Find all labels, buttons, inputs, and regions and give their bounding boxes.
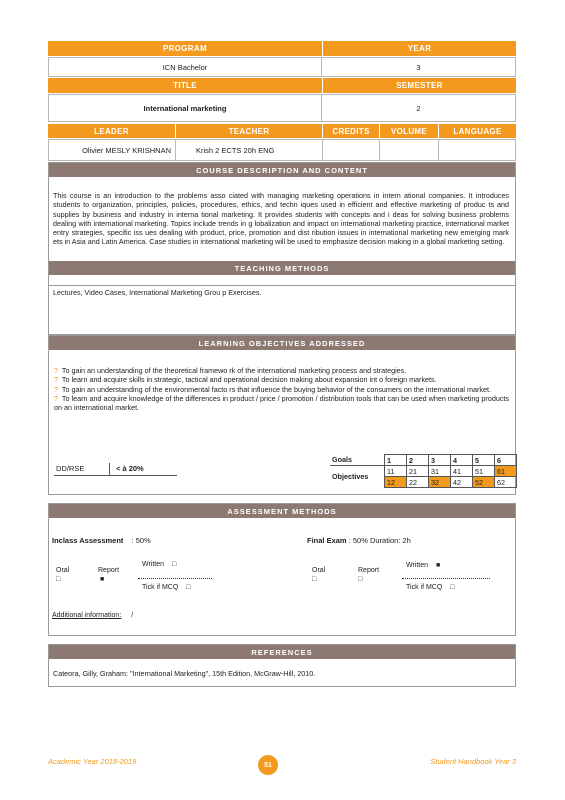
final-label: Final Exam bbox=[307, 536, 347, 545]
question-icon: ? bbox=[54, 393, 58, 403]
inclass-mcq bbox=[142, 584, 190, 591]
credits-label: CREDITS bbox=[323, 124, 379, 138]
written-checkbox[interactable]: ■ bbox=[436, 562, 441, 569]
course-description: This course is an introduction to the problems asso ciated with managing marketing operations in intern ational companies. It introduces students to organization, principles, policies, procedures, ethics, and techn iques used in efficient and effective marketing of produc ts and supplies by business and industry in interna tional marketing. It provides students with concepts and i deas for solving business problems dealing with international marketing. Topics include trends in g lobalization and impact on international marketing practice, international market entry strategies, specific iss ues dealing with product, price, promotion and dist ribution issues in international marketing new emerging mark ets in Asia and Latin America. Case studies in international marketing will be used to emphasize decision making in a global marketing setting. bbox=[53, 191, 509, 247]
inclass-dotted-line bbox=[138, 578, 212, 579]
objective-cell-highlighted: 12 bbox=[385, 477, 407, 488]
language-label: LANGUAGE bbox=[439, 124, 516, 138]
objective-item: ? To learn and acquire knowledge of the differences in product / price / promotion / distribution tools that can be used when marketing products on an international market. bbox=[54, 393, 509, 413]
objective-cell: 21 bbox=[407, 466, 429, 477]
objective-cell: 51 bbox=[473, 466, 495, 477]
inclass-label: Inclass Assessment bbox=[52, 536, 124, 545]
goal-cell: 2 bbox=[407, 455, 429, 466]
objective-cell-highlighted: 61 bbox=[495, 466, 517, 477]
ddrse-label: DD/RSE bbox=[56, 464, 85, 473]
leader-label: LEADER bbox=[48, 124, 175, 138]
objective-cell: 41 bbox=[451, 466, 473, 477]
final-oral bbox=[312, 566, 325, 584]
leader-value: Olivier MESLY KRISHNAN bbox=[48, 139, 176, 161]
objective-item: ? To gain an understanding of the environmental facto rs that influence the buying behavior of the consumers on the international market. bbox=[54, 384, 491, 394]
report-checkbox[interactable]: □ bbox=[358, 576, 363, 583]
inclass-value: : 50% bbox=[131, 536, 151, 545]
goals-table bbox=[330, 454, 517, 488]
mcq-checkbox[interactable]: □ bbox=[186, 584, 191, 591]
oral-label: Oral bbox=[312, 567, 326, 574]
year-value: 3 bbox=[321, 57, 516, 77]
objective-cell: 11 bbox=[385, 466, 407, 477]
objectives-label: Objectives bbox=[330, 466, 385, 488]
footer-academic-year: Academic Year 2018-2019 bbox=[48, 757, 137, 766]
teaching-text: Lectures, Video Cases, International Marketing Grou p Exercises. bbox=[53, 288, 262, 297]
inclass-report bbox=[98, 566, 119, 584]
objective-cell-highlighted: 32 bbox=[429, 477, 451, 488]
oral-checkbox[interactable]: □ bbox=[312, 576, 317, 583]
goal-cell: 3 bbox=[429, 455, 451, 466]
written-label: Written bbox=[406, 562, 429, 569]
oral-checkbox[interactable]: □ bbox=[56, 576, 61, 583]
semester-label: SEMESTER bbox=[322, 78, 516, 93]
objectives-heading: LEARNING OBJECTIVES ADDRESSED bbox=[49, 336, 515, 350]
mcq-label: Tick if MCQ bbox=[142, 584, 179, 591]
course-heading: COURSE DESCRIPTION AND CONTENT bbox=[49, 163, 515, 177]
teaching-heading: TEACHING METHODS bbox=[49, 261, 515, 275]
assessment-heading: ASSESSMENT METHODS bbox=[49, 504, 515, 518]
additional-information bbox=[52, 612, 133, 619]
goal-cell: 5 bbox=[473, 455, 495, 466]
program-label: PROGRAM bbox=[48, 41, 322, 56]
semester-value: 2 bbox=[321, 94, 516, 122]
inclass-written bbox=[142, 561, 176, 568]
objective-item: ? To gain an understanding of the theoretical framewo rk of the international marketing process and strategies. bbox=[54, 366, 407, 375]
volume-label: VOLUME bbox=[380, 124, 438, 138]
ddrse-row bbox=[54, 463, 177, 476]
year-label: YEAR bbox=[322, 41, 516, 56]
title-label: TITLE bbox=[48, 78, 322, 93]
goal-cell: 1 bbox=[385, 455, 407, 466]
final-dotted-line bbox=[402, 578, 490, 579]
objectives-list bbox=[49, 350, 515, 412]
final-written bbox=[406, 562, 440, 569]
written-label: Written bbox=[142, 561, 165, 568]
goals-label: Goals bbox=[330, 455, 385, 466]
program-value: ICN Bachelor bbox=[48, 57, 322, 77]
report-label: Report bbox=[358, 567, 380, 574]
references-section bbox=[48, 644, 516, 687]
teaching-section bbox=[48, 261, 516, 335]
objective-cell: 42 bbox=[451, 477, 473, 488]
teacher-value: Krish 2 ECTS 20h ENG bbox=[175, 139, 323, 161]
objective-cell: 22 bbox=[407, 477, 429, 488]
written-checkbox[interactable]: □ bbox=[172, 561, 177, 568]
oral-label: Oral bbox=[56, 567, 70, 574]
report-label: Report bbox=[98, 567, 120, 574]
ddrse-value: < à 20% bbox=[116, 464, 144, 473]
references-text: Cateora, Gilly, Graham: "International Marketing", 15th Edition, McGraw-Hill, 2010. bbox=[53, 669, 316, 678]
question-icon: ? bbox=[54, 384, 58, 394]
inclass-oral bbox=[56, 566, 69, 584]
objective-item: ? To learn and acquire skills in strategic, tactical and operational decision making about expansion int o foreign markets. bbox=[54, 375, 437, 385]
inclass-assessment bbox=[52, 536, 151, 545]
language-cell bbox=[438, 139, 516, 161]
final-mcq bbox=[406, 584, 454, 591]
objective-cell-highlighted: 52 bbox=[473, 477, 495, 488]
final-report bbox=[358, 566, 379, 584]
question-icon: ? bbox=[54, 375, 58, 385]
question-icon: ? bbox=[54, 366, 58, 375]
final-exam bbox=[307, 536, 411, 545]
report-checkbox[interactable]: ■ bbox=[100, 576, 105, 583]
additional-label: Additional information: bbox=[52, 612, 122, 619]
mcq-checkbox[interactable]: □ bbox=[450, 584, 455, 591]
references-heading: REFERENCES bbox=[49, 645, 515, 659]
objective-cell: 31 bbox=[429, 466, 451, 477]
additional-value: / bbox=[131, 612, 134, 619]
title-value: International marketing bbox=[48, 94, 322, 122]
final-value: : 50% Duration: 2h bbox=[348, 536, 411, 545]
objective-cell: 62 bbox=[495, 477, 517, 488]
teacher-label: TEACHER bbox=[176, 124, 322, 138]
goal-cell: 6 bbox=[495, 455, 517, 466]
credits-cell bbox=[322, 139, 380, 161]
mcq-label: Tick if MCQ bbox=[406, 584, 443, 591]
footer-handbook: Student Handbook Year 3 bbox=[430, 757, 516, 766]
page-number: 51 bbox=[258, 755, 278, 775]
volume-cell bbox=[379, 139, 439, 161]
goal-cell: 4 bbox=[451, 455, 473, 466]
